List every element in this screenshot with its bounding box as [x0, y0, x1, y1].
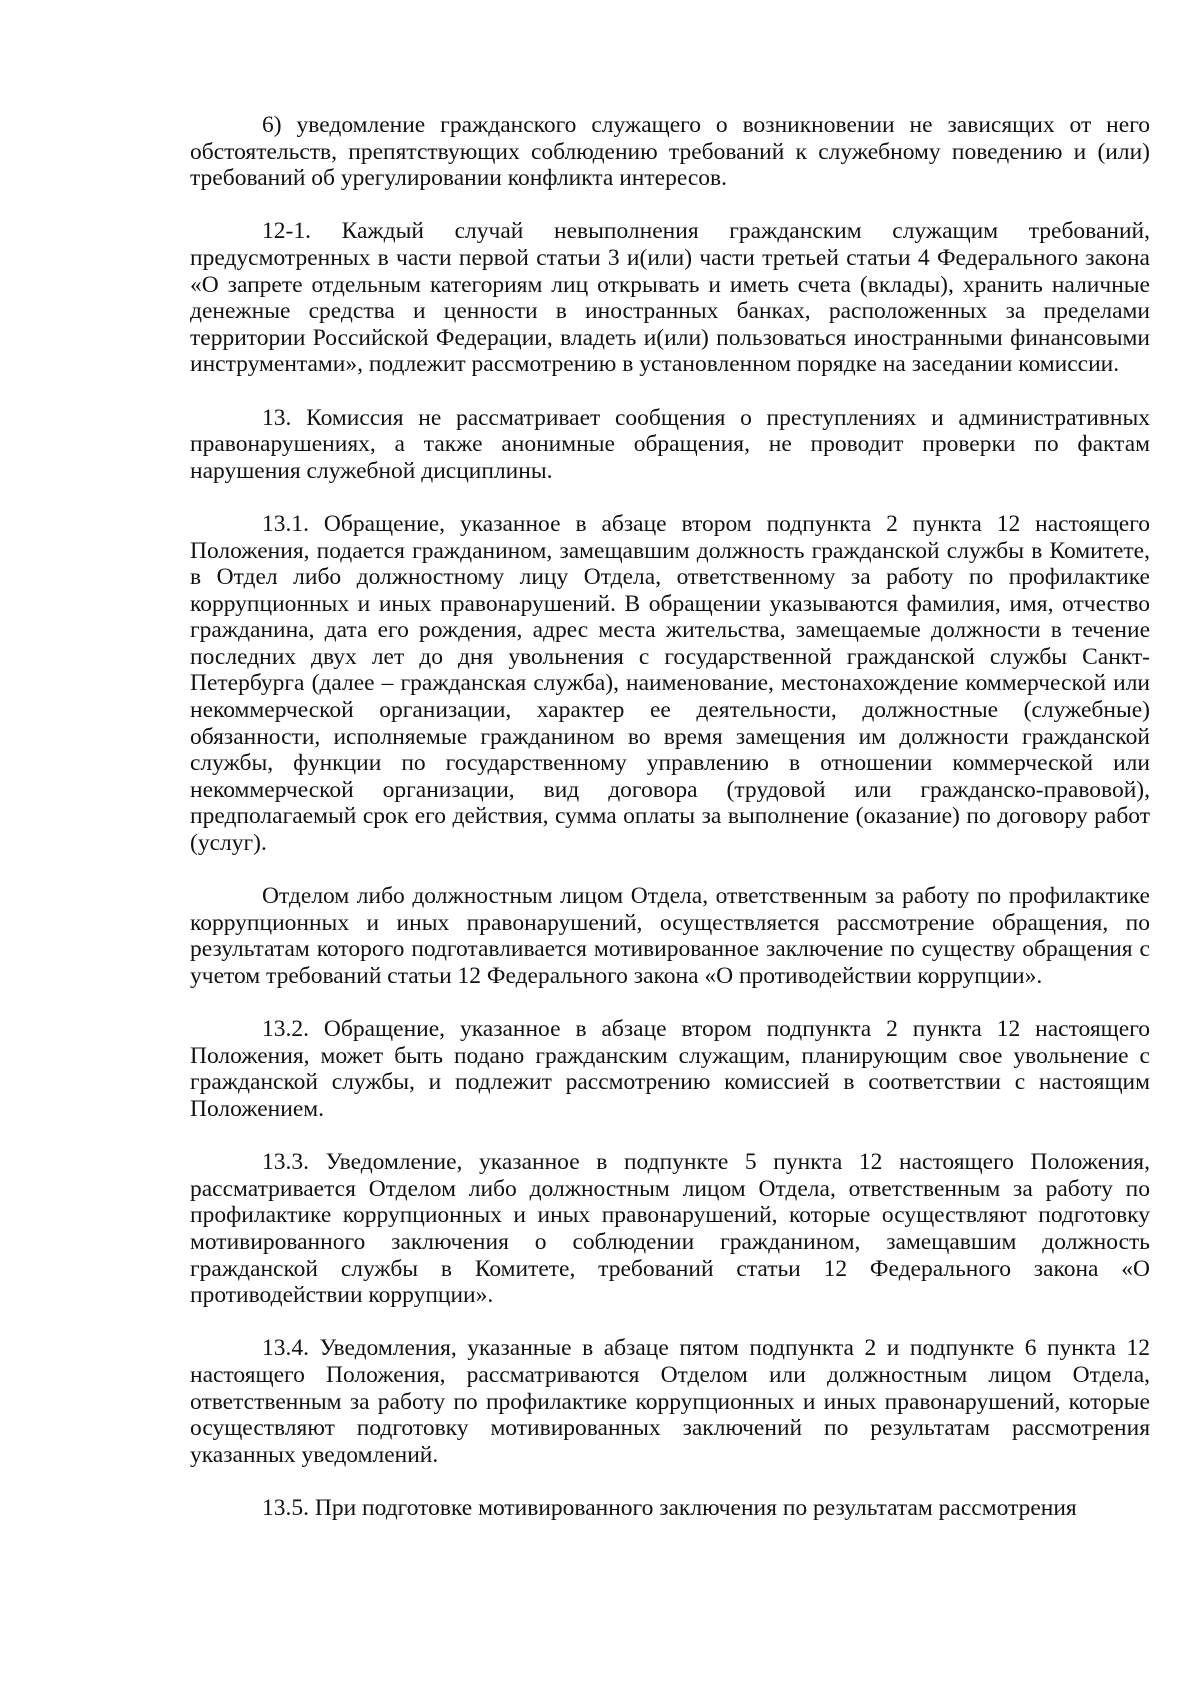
document-page — [190, 112, 1150, 1521]
paragraph-13-1-continued: Отделом либо должностным лицом Отдела, ответственным за работу по профилактике коррупционных и иных правонарушений, осуществляется рассмотрение обращения, по результатам которого подготавливается мотивированное заключение по существу обращения с учетом требований статьи 12 Федерального закона «О противодействии коррупции». — [190, 883, 1150, 989]
paragraph-13-2: 13.2. Обращение, указанное в абзаце втором подпункта 2 пункта 12 настоящего Положения, может быть подано гражданским служащим, планирующим свое увольнение с гражданской службы, и подлежит рассмотрению комиссией в соответствии с настоящим Положением. — [190, 1016, 1150, 1122]
paragraph-13-3: 13.3. Уведомление, указанное в подпункте 5 пункта 12 настоящего Положения, рассматривается Отделом либо должностным лицом Отдела, ответственным за работу по профилактике коррупционных и иных правонарушений, которые осуществляют подготовку мотивированного заключения о соблюдении гражданином, замещавшим должность гражданской службы в Комитете, требований статьи 12 Федерального закона «О противодействии коррупции». — [190, 1149, 1150, 1309]
paragraph-13-5: 13.5. При подготовке мотивированного заключения по результатам рассмотрения — [262, 1494, 1077, 1521]
paragraph-13-1: 13.1. Обращение, указанное в абзаце втором подпункта 2 пункта 12 настоящего Положения, подается гражданином, замещавшим должность гражданской службы в Комитете, в Отдел либо должностному лицу Отдела, ответственному за работу по профилактике коррупционных и иных правонарушений. В обращении указываются фамилия, имя, отчество гражданина, дата его рождения, адрес места жительства, замещаемые должности в течение последних двух лет до дня увольнения с государственной гражданской службы Санкт-Петербурга (далее – гражданская служба), наименование, местонахождение коммерческой или некоммерческой организации, характер ее деятельности, должностные (служебные) обязанности, исполняемые гражданином во время замещения им должности гражданской службы, функции по государственному управлению в отношении коммерческой или некоммерческой организации, вид договора (трудовой или гражданско-правовой), предполагаемый срок его действия, сумма оплаты за выполнение (оказание) по договору работ (услуг). — [190, 510, 1150, 857]
paragraph-item-6-notification: 6) уведомление гражданского служащего о возникновении не зависящих от него обстоятельств, препятствующих соблюдению требований к служебному поведению и (или) требований об урегулировании конфликта интересов. — [190, 112, 1150, 192]
paragraph-13: 13. Комиссия не рассматривает сообщения о преступлениях и административных правонарушениях, а также анонимные обращения, не проводит проверки по фактам нарушения служебной дисциплины. — [190, 404, 1150, 484]
paragraph-13-4: 13.4. Уведомления, указанные в абзаце пятом подпункта 2 и подпункте 6 пункта 12 настоящего Положения, рассматриваются Отделом или должностным лицом Отдела, ответственным за работу по профилактике коррупционных и иных правонарушений, которые осуществляют подготовку мотивированных заключений по результатам рассмотрения указанных уведомлений. — [190, 1335, 1150, 1468]
paragraph-12-1: 12-1. Каждый случай невыполнения гражданским служащим требований, предусмотренных в части первой статьи 3 и(или) части третьей статьи 4 Федерального закона «О запрете отдельным категориям лиц открывать и иметь счета (вклады), хранить наличные денежные средства и ценности в иностранных банках, расположенных за пределами территории Российской Федерации, владеть и(или) пользоваться иностранными финансовыми инструментами», подлежит рассмотрению в установленном порядке на заседании комиссии. — [190, 218, 1150, 378]
